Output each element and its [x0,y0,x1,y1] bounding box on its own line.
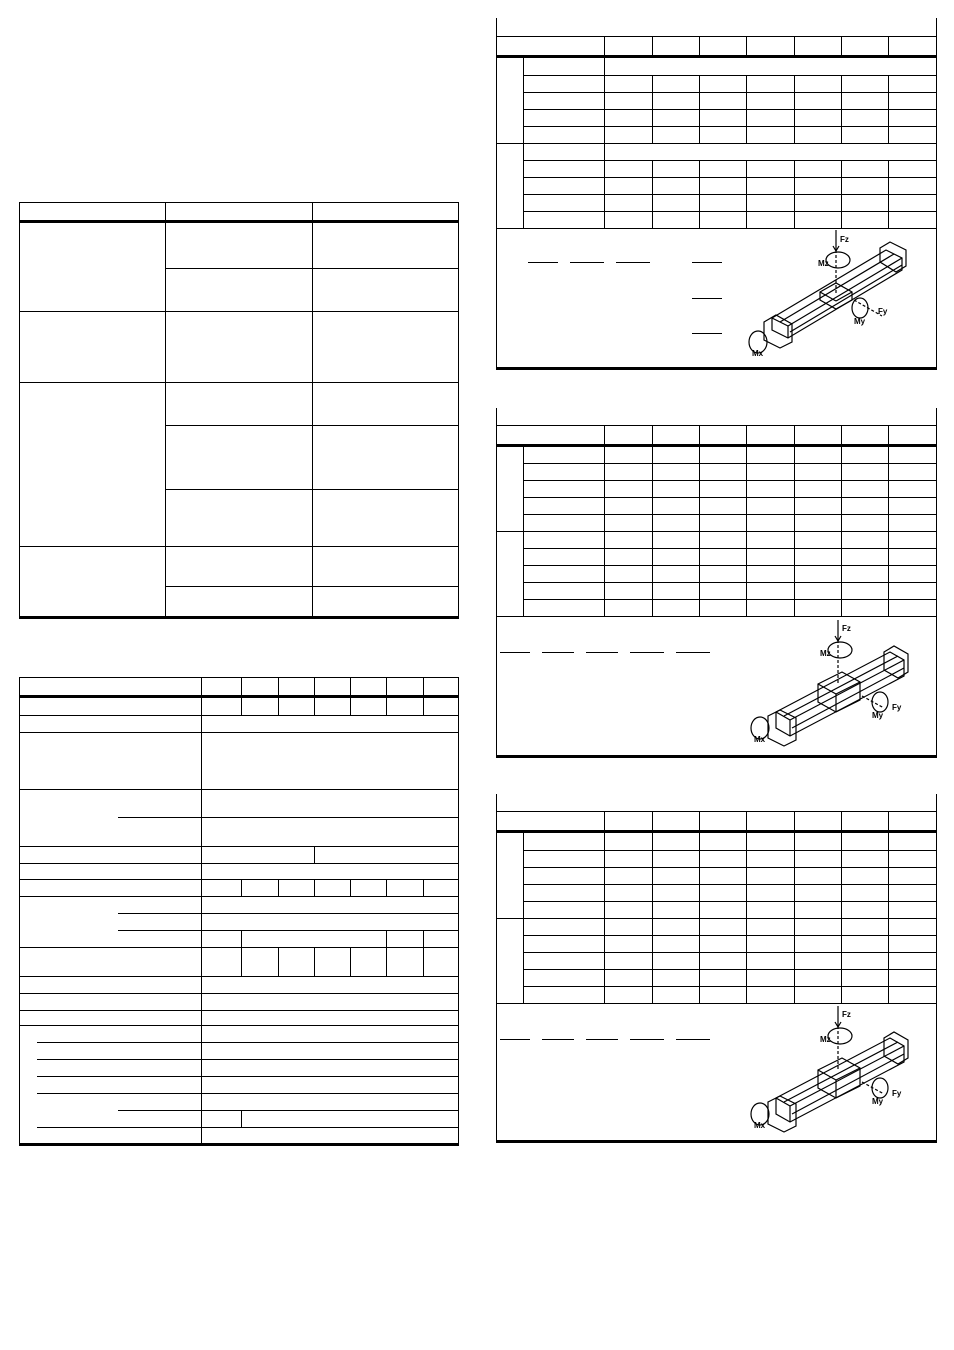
fz-label: Fz [840,235,849,244]
fy-label: Fy [892,703,902,712]
mz-label: Mz [818,259,829,268]
fy-label: Fy [878,307,888,316]
my-label: My [854,317,866,326]
my-label: My [872,711,884,720]
mz-label: Mz [820,1035,831,1044]
my-label: My [872,1097,884,1106]
fz-label: Fz [842,1010,851,1019]
mx-label: Mx [754,735,766,744]
mx-label: Mx [754,1121,766,1130]
mx-label: Mx [752,349,764,358]
fy-label: Fy [892,1089,902,1098]
mz-label: Mz [820,649,831,658]
fz-label: Fz [842,624,851,633]
